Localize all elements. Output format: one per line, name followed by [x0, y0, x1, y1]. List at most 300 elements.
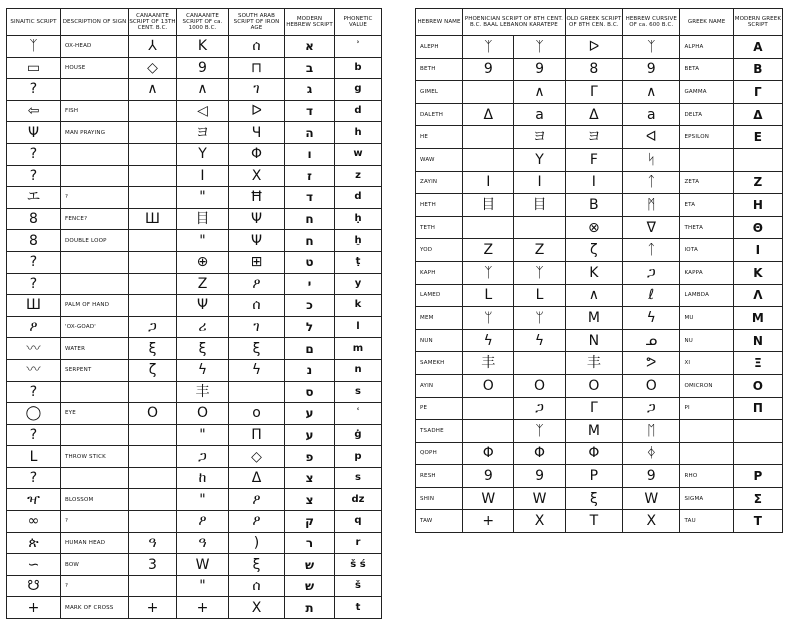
greek-name: IOTA [680, 239, 733, 262]
canaanite-13c-glyph [129, 187, 177, 209]
hebrew-name: MEM [416, 307, 463, 330]
south-arab-glyph: ξ [229, 554, 285, 576]
hebrew-cursive-glyph: ᛋ [623, 148, 680, 171]
table-row [7, 446, 382, 468]
phoenician-baal-lebanon-glyph [463, 148, 514, 171]
table-row [416, 103, 783, 126]
phoenician-baal-lebanon-glyph [463, 81, 514, 104]
canaanite-13c-glyph: 3 [129, 554, 177, 576]
modern-greek-glyph [733, 420, 782, 443]
hebrew-cursive-glyph: a [623, 103, 680, 126]
hebrew-cursive-glyph: ᛉ [623, 36, 680, 59]
canaanite-1000bc-glyph: I [177, 165, 229, 187]
sinaitic-glyph: ▭ [7, 57, 61, 79]
south-arab-glyph: ሰ [229, 575, 285, 597]
canaanite-1000bc-glyph: ϟ [177, 359, 229, 381]
phoenician-baal-lebanon-glyph: Φ [463, 442, 514, 465]
phoenician-karatepe-glyph: ᛉ [514, 420, 565, 443]
sign-description: MAN PRAYING [61, 122, 129, 144]
south-arab-glyph: Π [229, 424, 285, 446]
canaanite-1000bc-glyph: ሪ [177, 316, 229, 338]
hebrew-name: WAW [416, 148, 463, 171]
greek-name: ALPHA [680, 36, 733, 59]
phoenician-baal-lebanon-glyph: W [463, 487, 514, 510]
modern-hebrew-glyph: נ [285, 359, 335, 381]
south-arab-glyph: ⊞ [229, 251, 285, 273]
sinaitic-glyph: ? [7, 79, 61, 101]
phoenician-baal-lebanon-glyph: 丰 [463, 352, 514, 375]
modern-greek-glyph: O [733, 374, 782, 397]
canaanite-13c-glyph [129, 230, 177, 252]
greek-name: GAMMA [680, 81, 733, 104]
phonetic-value: m [335, 338, 382, 360]
phonetic-value: h [335, 122, 382, 144]
hebrew-cursive-glyph: ᛗ [623, 194, 680, 217]
south-arab-glyph: Φ [229, 143, 285, 165]
modern-hebrew-glyph: ד [285, 100, 335, 122]
modern-hebrew-glyph: ח [285, 208, 335, 230]
modern-hebrew-glyph: ם [285, 338, 335, 360]
canaanite-13c-glyph: ◇ [129, 57, 177, 79]
table-row [7, 36, 382, 58]
old-greek-glyph: 8 [565, 58, 622, 81]
south-arab-glyph: ዖ [229, 511, 285, 533]
canaanite-1000bc-glyph: O [177, 403, 229, 425]
canaanite-13c-glyph [129, 165, 177, 187]
sinaitic-glyph: ? [7, 143, 61, 165]
old-greek-glyph: Γ [565, 397, 622, 420]
canaanite-13c-glyph: + [129, 597, 177, 619]
canaanite-13c-glyph [129, 122, 177, 144]
greek-name [680, 420, 733, 443]
hebrew-name: AYIN [416, 374, 463, 397]
sinaitic-glyph: + [7, 597, 61, 619]
modern-greek-glyph: Θ [733, 216, 782, 239]
greek-name: THETA [680, 216, 733, 239]
sinaitic-glyph: ∞ [7, 511, 61, 533]
phoenician-karatepe-glyph: 目 [514, 194, 565, 217]
phonetic-value: t [335, 597, 382, 619]
hebrew-name: NUN [416, 329, 463, 352]
canaanite-13c-glyph: ዓ [129, 532, 177, 554]
greek-name: NU [680, 329, 733, 352]
hebrew-name: TSADHE [416, 420, 463, 443]
south-arab-glyph: Ħ [229, 187, 285, 209]
table-row [7, 295, 382, 317]
table-row [7, 424, 382, 446]
table-row [416, 442, 783, 465]
south-arab-glyph: Ч [229, 122, 285, 144]
modern-hebrew-glyph: ח [285, 230, 335, 252]
hebrew-name: RESH [416, 465, 463, 488]
south-arab-glyph: ᐅ [229, 100, 285, 122]
phoenician-karatepe-glyph: ᛉ [514, 36, 565, 59]
phoenician-baal-lebanon-glyph: ᛉ [463, 261, 514, 284]
sinaitic-glyph: ? [7, 273, 61, 295]
canaanite-13c-glyph [129, 381, 177, 403]
modern-hebrew-glyph: ס [285, 381, 335, 403]
phoenician-karatepe-glyph: ᛉ [514, 261, 565, 284]
old-greek-glyph: M [565, 307, 622, 330]
table-row [416, 216, 783, 239]
south-arab-glyph: ገ [229, 316, 285, 338]
phoenician-baal-lebanon-glyph: I [463, 171, 514, 194]
south-arab-glyph: ⊓ [229, 57, 285, 79]
sinaitic-glyph: 〰 [7, 359, 61, 381]
column-header: GREEK NAME [680, 9, 733, 36]
hebrew-name: YOD [416, 239, 463, 262]
table-row [416, 148, 783, 171]
old-greek-glyph: T [565, 510, 622, 533]
table-row [7, 251, 382, 273]
phoenician-karatepe-glyph: 9 [514, 58, 565, 81]
sinaitic-glyph: ⇦ [7, 100, 61, 122]
hebrew-cursive-glyph: X [623, 510, 680, 533]
phoenician-karatepe-glyph: a [514, 103, 565, 126]
phonetic-value: ḥ [335, 208, 382, 230]
column-header: MODERN HEBREW SCRIPT [285, 9, 335, 36]
phonetic-value: s [335, 467, 382, 489]
sinaitic-glyph: ? [7, 467, 61, 489]
phonetic-value: s [335, 381, 382, 403]
south-arab-glyph: ◇ [229, 446, 285, 468]
canaanite-1000bc-glyph: ጋ [177, 446, 229, 468]
greek-name: MU [680, 307, 733, 330]
column-header: PHOENICIAN SCRIPT OF 8TH CENT. B.C. BAAL LEBANON KARATEPE [463, 9, 566, 36]
table-row [416, 374, 783, 397]
greek-name: PI [680, 397, 733, 420]
hebrew-cursive-glyph: ℓ [623, 284, 680, 307]
sinaitic-comparison-table [6, 8, 382, 619]
sinaitic-glyph: ∽ [7, 554, 61, 576]
phonetic-value: n [335, 359, 382, 381]
table-row [7, 338, 382, 360]
phoenician-baal-lebanon-glyph: 目 [463, 194, 514, 217]
sign-description: BOW [61, 554, 129, 576]
table-row [416, 420, 783, 443]
south-arab-glyph: ዖ [229, 273, 285, 295]
canaanite-1000bc-glyph: K [177, 36, 229, 58]
hebrew-cursive-glyph: ጋ [623, 261, 680, 284]
sign-description: HUMAN HEAD [61, 532, 129, 554]
phoenician-baal-lebanon-glyph: 9 [463, 58, 514, 81]
canaanite-13c-glyph [129, 251, 177, 273]
canaanite-1000bc-glyph: Y [177, 143, 229, 165]
sinaitic-glyph: エ [7, 187, 61, 209]
phonetic-value: q [335, 511, 382, 533]
table-row [7, 532, 382, 554]
hebrew-name: LAMED [416, 284, 463, 307]
table-row [7, 381, 382, 403]
sign-description: WATER [61, 338, 129, 360]
canaanite-1000bc-glyph: " [177, 187, 229, 209]
sinaitic-glyph: ዣ [7, 489, 61, 511]
greek-name: DELTA [680, 103, 733, 126]
sinaitic-glyph: ጵ [7, 532, 61, 554]
greek-name: EPSILON [680, 126, 733, 149]
column-header: HEBREW CURSIVE OF ca. 600 B.C. [623, 9, 680, 36]
table-row [7, 122, 382, 144]
table-row [7, 316, 382, 338]
sign-description: HOUSE [61, 57, 129, 79]
phoenician-karatepe-glyph: ᛘ [514, 307, 565, 330]
sign-description: BLOSSOM [61, 489, 129, 511]
old-greek-glyph: ξ [565, 487, 622, 510]
canaanite-1000bc-glyph: ξ [177, 338, 229, 360]
sinaitic-glyph: Ш [7, 295, 61, 317]
table-row [416, 239, 783, 262]
hebrew-name: PE [416, 397, 463, 420]
hebrew-cursive-glyph: ᐊ [623, 126, 680, 149]
modern-greek-glyph: Γ [733, 81, 782, 104]
sign-description: OX-HEAD [61, 36, 129, 58]
canaanite-13c-glyph: ጋ [129, 316, 177, 338]
sign-description: ? [61, 187, 129, 209]
canaanite-1000bc-glyph: ዓ [177, 532, 229, 554]
table-row [416, 487, 783, 510]
hebrew-name: TETH [416, 216, 463, 239]
phoenician-baal-lebanon-glyph: ᛘ [463, 307, 514, 330]
hebrew-cursive-glyph: ᛏ [623, 239, 680, 262]
table-row [416, 171, 783, 194]
canaanite-1000bc-glyph: 9 [177, 57, 229, 79]
sign-description: DOUBLE LOOP [61, 230, 129, 252]
table-row [7, 100, 382, 122]
modern-greek-glyph: Z [733, 171, 782, 194]
phonetic-value: k [335, 295, 382, 317]
canaanite-13c-glyph: O [129, 403, 177, 425]
old-greek-glyph: ᐅ [565, 36, 622, 59]
greek-name: RHO [680, 465, 733, 488]
hebrew-name: HE [416, 126, 463, 149]
canaanite-1000bc-glyph: ヨ [177, 122, 229, 144]
hebrew-cursive-glyph: ᐁ [623, 216, 680, 239]
sinaitic-glyph: ◯ [7, 403, 61, 425]
hebrew-cursive-glyph: ᛏ [623, 171, 680, 194]
modern-hebrew-glyph: ז [285, 165, 335, 187]
phoenician-baal-lebanon-glyph: + [463, 510, 514, 533]
column-header: OLD GREEK SCRIPT OF 8TH CEN. B.C. [565, 9, 622, 36]
canaanite-1000bc-glyph: " [177, 424, 229, 446]
modern-hebrew-glyph: ב [285, 57, 335, 79]
table-row [416, 352, 783, 375]
phoenician-baal-lebanon-glyph: O [463, 374, 514, 397]
modern-hebrew-glyph: ש [285, 554, 335, 576]
canaanite-13c-glyph [129, 511, 177, 533]
hebrew-cursive-glyph: 9 [623, 465, 680, 488]
hebrew-cursive-glyph: W [623, 487, 680, 510]
hebrew-name: HETH [416, 194, 463, 217]
sign-description [61, 381, 129, 403]
canaanite-13c-glyph [129, 100, 177, 122]
modern-greek-glyph: E [733, 126, 782, 149]
table-row [416, 397, 783, 420]
hebrew-cursive-glyph: ∧ [623, 81, 680, 104]
greek-name: OMICRON [680, 374, 733, 397]
greek-name: ZETA [680, 171, 733, 194]
hebrew-greek-roman-table [415, 8, 783, 533]
sign-description: FENCE? [61, 208, 129, 230]
modern-hebrew-glyph: ק [285, 511, 335, 533]
sign-description: ? [61, 575, 129, 597]
sinaitic-glyph: ? [7, 381, 61, 403]
sinaitic-glyph: ? [7, 424, 61, 446]
phonetic-value: p [335, 446, 382, 468]
modern-greek-glyph: Ξ [733, 352, 782, 375]
sinaitic-glyph: 8 [7, 230, 61, 252]
sign-description: SERPENT [61, 359, 129, 381]
table-row [416, 284, 783, 307]
table-row [7, 489, 382, 511]
table-row [416, 465, 783, 488]
sign-description [61, 424, 129, 446]
sign-description: EYE [61, 403, 129, 425]
canaanite-13c-glyph [129, 143, 177, 165]
table-row [416, 81, 783, 104]
canaanite-1000bc-glyph: + [177, 597, 229, 619]
column-header: CANAANITE SCRIPT OF ca. 1000 B.C. [177, 9, 229, 36]
canaanite-1000bc-glyph: 丰 [177, 381, 229, 403]
south-arab-glyph [229, 381, 285, 403]
modern-greek-glyph [733, 148, 782, 171]
phoenician-baal-lebanon-glyph [463, 216, 514, 239]
canaanite-13c-glyph: ξ [129, 338, 177, 360]
hebrew-name: TAW [416, 510, 463, 533]
modern-hebrew-glyph: ת [285, 597, 335, 619]
phonetic-value: d [335, 100, 382, 122]
sign-description: PALM OF HAND [61, 295, 129, 317]
canaanite-1000bc-glyph: ∧ [177, 79, 229, 101]
sign-description: FISH [61, 100, 129, 122]
phonetic-value: ʿ [335, 403, 382, 425]
greek-name: KAPPA [680, 261, 733, 284]
modern-greek-glyph: H [733, 194, 782, 217]
south-arab-glyph: Ψ [229, 230, 285, 252]
south-arab-glyph: o [229, 403, 285, 425]
phonetic-value: w [335, 143, 382, 165]
hebrew-cursive-glyph: ጋ [623, 397, 680, 420]
hebrew-cursive-glyph: O [623, 374, 680, 397]
modern-greek-glyph: I [733, 239, 782, 262]
canaanite-13c-glyph [129, 424, 177, 446]
old-greek-glyph: F [565, 148, 622, 171]
modern-hebrew-glyph: צ [285, 489, 335, 511]
old-greek-glyph: N [565, 329, 622, 352]
old-greek-glyph: M [565, 420, 622, 443]
phoenician-karatepe-glyph: 9 [514, 465, 565, 488]
modern-greek-glyph: B [733, 58, 782, 81]
table-row [7, 273, 382, 295]
sign-description [61, 251, 129, 273]
column-header: MODERN GREEK SCRIPT [733, 9, 782, 36]
canaanite-13c-glyph [129, 446, 177, 468]
sign-description: 'OX-GOAD' [61, 316, 129, 338]
phoenician-karatepe-glyph: O [514, 374, 565, 397]
hebrew-name: SHIN [416, 487, 463, 510]
phoenician-baal-lebanon-glyph [463, 420, 514, 443]
modern-greek-glyph: A [733, 36, 782, 59]
canaanite-1000bc-glyph: ከ [177, 467, 229, 489]
phonetic-value: r [335, 532, 382, 554]
phoenician-baal-lebanon-glyph: Δ [463, 103, 514, 126]
canaanite-1000bc-glyph: ⊕ [177, 251, 229, 273]
phonetic-value: dz [335, 489, 382, 511]
table-row [416, 510, 783, 533]
table-row [7, 187, 382, 209]
modern-greek-glyph: T [733, 510, 782, 533]
hebrew-cursive-glyph: 9 [623, 58, 680, 81]
table-row [7, 359, 382, 381]
table-row [7, 230, 382, 252]
phoenician-baal-lebanon-glyph: L [463, 284, 514, 307]
phonetic-value: ġ [335, 424, 382, 446]
sign-description: ? [61, 511, 129, 533]
hebrew-name: KAPH [416, 261, 463, 284]
modern-hebrew-glyph: ג [285, 79, 335, 101]
phoenician-karatepe-glyph: Z [514, 239, 565, 262]
modern-hebrew-glyph: ש [285, 575, 335, 597]
canaanite-13c-glyph [129, 273, 177, 295]
old-greek-glyph: Φ [565, 442, 622, 465]
modern-greek-glyph: Λ [733, 284, 782, 307]
phoenician-karatepe-glyph: ጋ [514, 397, 565, 420]
south-arab-glyph: Ψ [229, 208, 285, 230]
old-greek-glyph: 丰 [565, 352, 622, 375]
table-row [7, 57, 382, 79]
modern-hebrew-glyph: ע [285, 424, 335, 446]
table-row [7, 554, 382, 576]
sign-description [61, 79, 129, 101]
modern-hebrew-glyph: צ [285, 467, 335, 489]
sign-description: THROW STICK [61, 446, 129, 468]
table-row [7, 467, 382, 489]
greek-name [680, 148, 733, 171]
hebrew-name: QOPH [416, 442, 463, 465]
hebrew-cursive-glyph: ᛄ [623, 442, 680, 465]
phoenician-karatepe-glyph: Φ [514, 442, 565, 465]
greek-name: XI [680, 352, 733, 375]
column-header: SINAITIC SCRIPT [7, 9, 61, 36]
greek-name: LAMBDA [680, 284, 733, 307]
hebrew-cursive-glyph: ᓄ [623, 329, 680, 352]
modern-hebrew-glyph: ד [285, 187, 335, 209]
south-arab-glyph: ዖ [229, 489, 285, 511]
canaanite-1000bc-glyph: ዖ [177, 511, 229, 533]
phoenician-karatepe-glyph: ∧ [514, 81, 565, 104]
south-arab-glyph: ᐃ [229, 467, 285, 489]
sinaitic-glyph: 〰 [7, 338, 61, 360]
old-greek-glyph: ⊗ [565, 216, 622, 239]
hebrew-name: BETH [416, 58, 463, 81]
hebrew-name: DALETH [416, 103, 463, 126]
modern-hebrew-glyph: כ [285, 295, 335, 317]
modern-greek-glyph: Δ [733, 103, 782, 126]
phoenician-baal-lebanon-glyph: 9 [463, 465, 514, 488]
canaanite-1000bc-glyph: " [177, 230, 229, 252]
table-row [7, 208, 382, 230]
canaanite-1000bc-glyph: " [177, 575, 229, 597]
south-arab-glyph: ሰ [229, 295, 285, 317]
old-greek-glyph: I [565, 171, 622, 194]
canaanite-1000bc-glyph: W [177, 554, 229, 576]
canaanite-1000bc-glyph: Ψ [177, 295, 229, 317]
table-row [416, 329, 783, 352]
phonetic-value: b [335, 57, 382, 79]
canaanite-13c-glyph: Ш [129, 208, 177, 230]
phoenician-karatepe-glyph: X [514, 510, 565, 533]
old-greek-glyph: ヨ [565, 126, 622, 149]
canaanite-13c-glyph [129, 295, 177, 317]
